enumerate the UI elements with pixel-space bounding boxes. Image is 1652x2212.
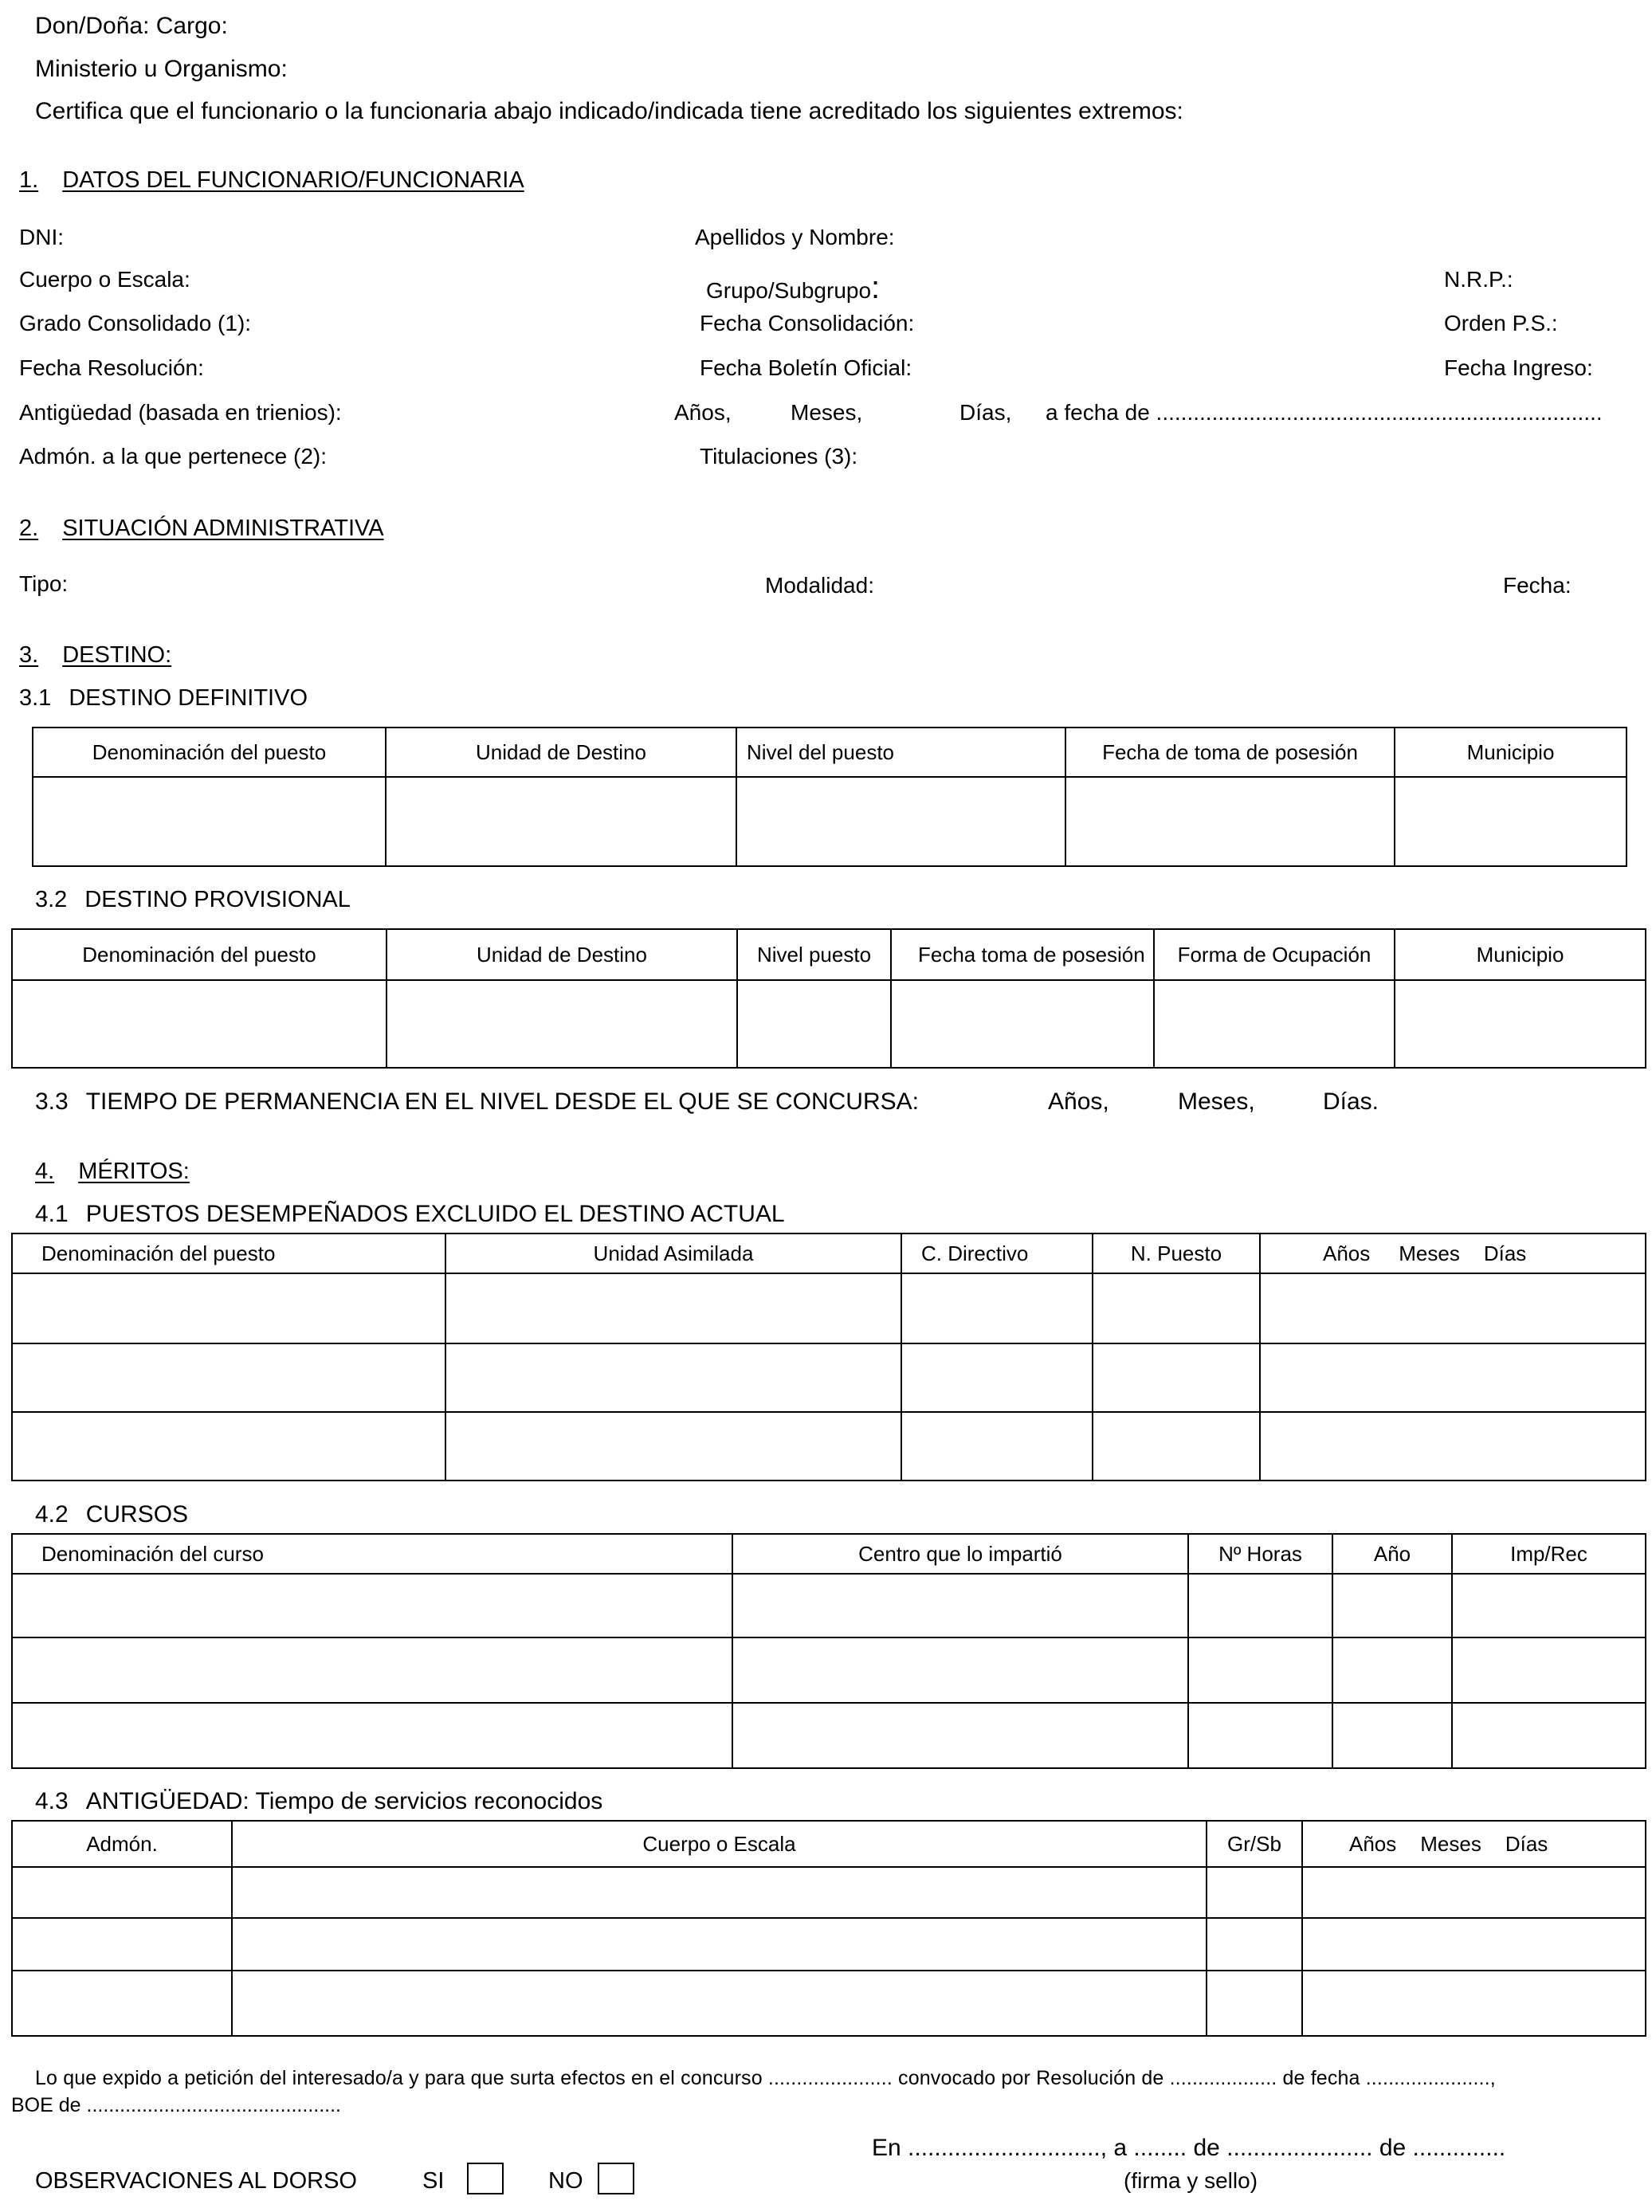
header-cell: Admón. [12, 1821, 232, 1867]
antiguedad-a-fecha: a fecha de ........................................................................ [1046, 400, 1603, 425]
table-cell[interactable] [1093, 1273, 1260, 1343]
table-cell[interactable] [1093, 1412, 1260, 1481]
si-checkbox[interactable] [467, 2163, 504, 2194]
table-cell[interactable] [737, 980, 891, 1068]
antiguedad-label: Antigüedad (basada en trienios): [19, 400, 342, 425]
header-cell: Nº Horas [1188, 1534, 1332, 1574]
header-cell: Fecha de toma de posesión [1065, 728, 1395, 777]
table-cell[interactable] [387, 980, 737, 1068]
table-cell[interactable] [1207, 1971, 1302, 2036]
header-cell: Año [1332, 1534, 1452, 1574]
header-cell: Unidad de Destino [387, 929, 737, 980]
no-label: NO [548, 2168, 583, 2194]
header-cell-time: Años Meses Días [1302, 1821, 1646, 1867]
table-cell[interactable] [1302, 1867, 1646, 1918]
lugar-fecha-line: En ............................., a ........ de ...................... de .............. [872, 2135, 1506, 2161]
antiguedad-dias: Días, [959, 400, 1012, 425]
fecha-resolucion-label: Fecha Resolución: [19, 355, 204, 380]
table-cell[interactable] [901, 1412, 1093, 1481]
titulaciones-label: Titulaciones (3): [700, 444, 858, 469]
permanencia-dias: Días. [1323, 1088, 1379, 1115]
expido-text-line2: BOE de .............................................. [11, 2094, 342, 2116]
ministerio-label: Ministerio u Organismo: [35, 56, 288, 82]
cursos-table [11, 1533, 1646, 1769]
header-cell: Fecha toma de posesión [891, 929, 1154, 980]
si-label: SI [422, 2168, 445, 2194]
table-cell[interactable] [12, 1273, 445, 1343]
header-cell: Unidad Asimilada [445, 1233, 901, 1273]
table-cell[interactable] [732, 1637, 1188, 1703]
expido-text-line1: Lo que expido a petición del interesado/a y para que surta efectos en el concurso ...................... convocado por Resolución de ................... de fecha ......................, [35, 2067, 1496, 2089]
table-cell[interactable] [33, 777, 386, 866]
table-cell[interactable] [12, 980, 387, 1068]
table-cell[interactable] [12, 1343, 445, 1412]
header-cell: Nivel del puesto [736, 728, 1065, 777]
grupo-subgrupo-label: Grupo/Subgrupo: [706, 270, 881, 305]
table-cell[interactable] [1065, 777, 1395, 866]
don-dona-label: Don/Doña: Cargo: [35, 13, 228, 39]
table-cell[interactable] [1188, 1637, 1332, 1703]
table-cell[interactable] [891, 980, 1154, 1068]
table-cell[interactable] [445, 1343, 901, 1412]
permanencia-anos: Años, [1048, 1088, 1109, 1115]
table-cell[interactable] [732, 1574, 1188, 1637]
table-cell[interactable] [12, 1867, 232, 1918]
fecha-consolidacion-label: Fecha Consolidación: [700, 311, 915, 335]
table-cell[interactable] [1332, 1574, 1452, 1637]
header-cell: N. Puesto [1093, 1233, 1260, 1273]
table-cell[interactable] [901, 1273, 1093, 1343]
section-3-heading: 3. DESTINO: [19, 642, 172, 668]
antiguedad-meses: Meses, [791, 400, 863, 425]
antiguedad-servicios-table [11, 1820, 1646, 2037]
fecha-situacion-label: Fecha: [1503, 573, 1572, 598]
table-cell[interactable] [1452, 1574, 1646, 1637]
header-cell: Denominación del puesto [12, 929, 387, 980]
section-4-3-heading: 4.3 ANTIGÜEDAD: Tiempo de servicios reconocidos [35, 1788, 603, 1814]
table-cell[interactable] [1207, 1867, 1302, 1918]
apellidos-label: Apellidos y Nombre: [695, 225, 895, 249]
table-cell[interactable] [901, 1343, 1093, 1412]
destino-provisional-table [11, 928, 1646, 1069]
firma-sello-label: (firma y sello) [1124, 2168, 1258, 2193]
table-cell[interactable] [386, 777, 736, 866]
header-cell-time: Años Meses Días [1260, 1233, 1646, 1273]
nrp-label: N.R.P.: [1444, 267, 1513, 292]
table-cell[interactable] [232, 1971, 1207, 2036]
header-cell: Municipio [1395, 728, 1626, 777]
header-cell: Denominación del puesto [12, 1233, 445, 1273]
table-cell[interactable] [12, 1412, 445, 1481]
observaciones-label: OBSERVACIONES AL DORSO [35, 2168, 357, 2194]
table-cell[interactable] [1093, 1343, 1260, 1412]
grado-consolidado-label: Grado Consolidado (1): [19, 311, 252, 335]
table-cell[interactable] [1302, 1918, 1646, 1971]
header-cell: Municipio [1395, 929, 1646, 980]
header-cell: C. Directivo [901, 1233, 1093, 1273]
table-cell[interactable] [1302, 1971, 1646, 2036]
table-cell[interactable] [1332, 1637, 1452, 1703]
fecha-boletin-label: Fecha Boletín Oficial: [700, 355, 912, 380]
header-cell: Forma de Ocupación [1154, 929, 1395, 980]
table-cell[interactable] [1332, 1703, 1452, 1768]
table-cell[interactable] [1395, 777, 1626, 866]
table-cell[interactable] [1207, 1918, 1302, 1971]
section-4-heading: 4. MÉRITOS: [35, 1159, 190, 1184]
header-cell: Cuerpo o Escala [232, 1821, 1207, 1867]
section-2-heading: 2. SITUACIÓN ADMINISTRATIVA [19, 516, 384, 541]
section-1-heading: 1. DATOS DEL FUNCIONARIO/FUNCIONARIA [19, 167, 524, 193]
dni-label: DNI: [19, 225, 64, 249]
certifica-text: Certifica que el funcionario o la funcionaria abajo indicado/indicada tiene acreditado los siguientes extremos: [35, 98, 1183, 124]
table-cell[interactable] [12, 1574, 732, 1637]
table-cell[interactable] [232, 1867, 1207, 1918]
fecha-ingreso-label: Fecha Ingreso: [1444, 355, 1593, 380]
table-cell[interactable] [445, 1273, 901, 1343]
table-cell[interactable] [12, 1971, 232, 2036]
section-4-1-heading: 4.1 PUESTOS DESEMPEÑADOS EXCLUIDO EL DESTINO ACTUAL [35, 1201, 785, 1227]
header-cell: Gr/Sb [1207, 1821, 1302, 1867]
header-cell: Imp/Rec [1452, 1534, 1646, 1574]
header-cell: Denominación del curso [12, 1534, 732, 1574]
admon-pertenece-label: Admón. a la que pertenece (2): [19, 444, 328, 469]
header-cell: Unidad de Destino [386, 728, 736, 777]
table-cell[interactable] [232, 1918, 1207, 1971]
table-cell[interactable] [1452, 1637, 1646, 1703]
table-cell[interactable] [1395, 980, 1646, 1068]
no-checkbox[interactable] [598, 2163, 634, 2194]
table-cell[interactable] [1260, 1273, 1646, 1343]
header-cell: Nivel puesto [737, 929, 891, 980]
cuerpo-escala-label: Cuerpo o Escala: [19, 267, 190, 292]
header-cell: Denominación del puesto [33, 728, 386, 777]
table-cell[interactable] [1188, 1703, 1332, 1768]
table-cell[interactable] [12, 1918, 232, 1971]
tipo-label: Tipo: [19, 571, 69, 596]
table-cell[interactable] [736, 777, 1065, 866]
puestos-desempenados-table [11, 1233, 1646, 1481]
permanencia-meses: Meses, [1178, 1088, 1255, 1115]
table-cell[interactable] [12, 1637, 732, 1703]
table-cell[interactable] [1154, 980, 1395, 1068]
table-cell[interactable] [445, 1412, 901, 1481]
section-3-3-heading: 3.3 TIEMPO DE PERMANENCIA EN EL NIVEL DESDE EL QUE SE CONCURSA: [35, 1088, 919, 1115]
modalidad-label: Modalidad: [765, 573, 874, 598]
section-3-2-heading: 3.2 DESTINO PROVISIONAL [35, 887, 351, 912]
table-cell[interactable] [1260, 1343, 1646, 1412]
table-cell[interactable] [1260, 1412, 1646, 1481]
section-4-2-heading: 4.2 CURSOS [35, 1501, 189, 1528]
orden-ps-label: Orden P.S.: [1444, 311, 1558, 335]
antiguedad-anos: Años, [674, 400, 732, 425]
table-cell[interactable] [1452, 1703, 1646, 1768]
destino-definitivo-table [32, 727, 1627, 867]
table-cell[interactable] [1188, 1574, 1332, 1637]
section-3-1-heading: 3.1 DESTINO DEFINITIVO [19, 685, 308, 711]
header-cell: Centro que lo impartió [732, 1534, 1188, 1574]
table-cell[interactable] [12, 1703, 732, 1768]
table-cell[interactable] [732, 1703, 1188, 1768]
